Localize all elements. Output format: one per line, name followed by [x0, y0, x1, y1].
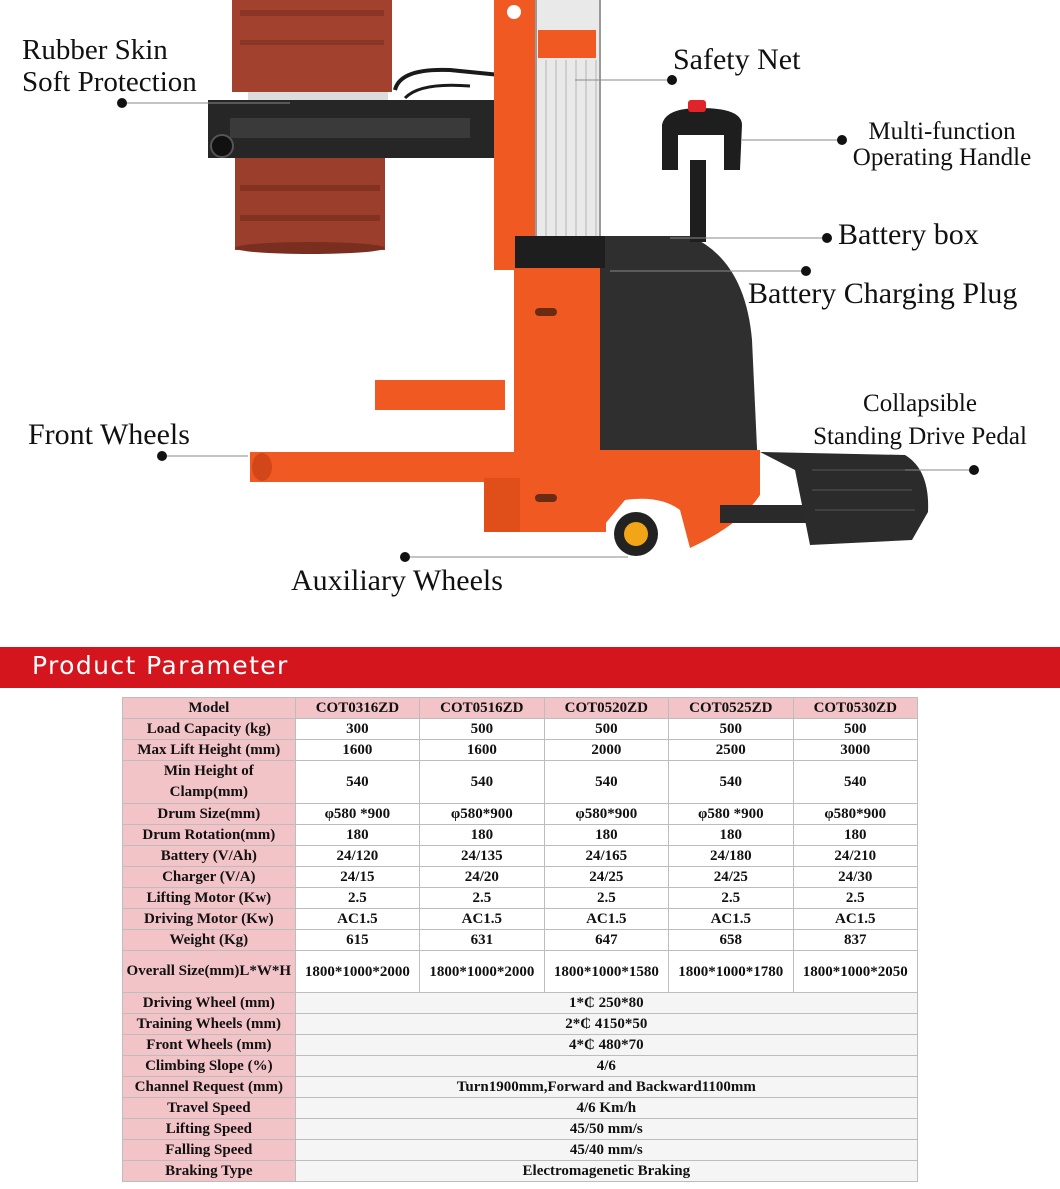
table-cell: Electromagenetic Braking	[295, 1161, 917, 1182]
table-row	[123, 1161, 918, 1182]
table-cell: φ580*900	[544, 804, 668, 825]
row-label: Overall Size(mm)L*W*H	[123, 951, 296, 993]
table-cell: 658	[669, 930, 793, 951]
table-cell: 24/30	[793, 867, 917, 888]
table-cell: AC1.5	[669, 909, 793, 930]
row-label: Charger (V/A)	[123, 867, 296, 888]
header-cell: COT0316ZD	[295, 698, 419, 719]
table-cell: AC1.5	[793, 909, 917, 930]
table-cell: 180	[793, 825, 917, 846]
row-label: Travel Speed	[123, 1098, 296, 1119]
table-cell: φ580 *900	[669, 804, 793, 825]
table-cell: 24/135	[420, 846, 544, 867]
table-cell: 24/180	[669, 846, 793, 867]
table-cell: AC1.5	[295, 909, 419, 930]
table-cell: 3000	[793, 740, 917, 761]
product-parameter-banner	[0, 647, 1060, 688]
table-cell: φ580*900	[793, 804, 917, 825]
table-cell: 2.5	[420, 888, 544, 909]
callout-safety-net: Safety Net	[673, 43, 801, 76]
table-cell: 24/120	[295, 846, 419, 867]
row-label: Falling Speed	[123, 1140, 296, 1161]
table-cell: 45/40 mm/s	[295, 1140, 917, 1161]
callout-operating-handle	[842, 119, 1042, 170]
table-row	[123, 951, 918, 993]
spec-table	[122, 697, 918, 1182]
table-cell: 540	[420, 761, 544, 804]
table-cell: 180	[295, 825, 419, 846]
table-row	[123, 1056, 918, 1077]
table-cell: φ580 *900	[295, 804, 419, 825]
row-label: Load Capacity (kg)	[123, 719, 296, 740]
header-cell: COT0516ZD	[420, 698, 544, 719]
callout-handle-line2: Operating Handle	[852, 143, 1032, 171]
table-cell: φ580*900	[420, 804, 544, 825]
table-row	[123, 825, 918, 846]
table-row	[123, 888, 918, 909]
table-cell: 647	[544, 930, 668, 951]
row-label: Min Height of Clamp(mm)	[123, 761, 296, 804]
table-cell: 2.5	[544, 888, 668, 909]
mast	[494, 0, 600, 270]
table-cell: 540	[669, 761, 793, 804]
table-row	[123, 846, 918, 867]
table-cell: 1600	[420, 740, 544, 761]
table-cell: 2000	[544, 740, 668, 761]
table-cell: 180	[420, 825, 544, 846]
callout-charging-plug: Battery Charging Plug	[748, 277, 1018, 310]
table-cell: AC1.5	[420, 909, 544, 930]
callout-auxiliary-wheels: Auxiliary Wheels	[291, 564, 503, 597]
table-cell: 180	[544, 825, 668, 846]
table-cell: 300	[295, 719, 419, 740]
row-label: Drum Size(mm)	[123, 804, 296, 825]
row-label: Weight (Kg)	[123, 930, 296, 951]
table-row	[123, 1035, 918, 1056]
table-cell: 500	[544, 719, 668, 740]
table-row	[123, 1098, 918, 1119]
table-cell: 2.5	[295, 888, 419, 909]
table-cell: 24/15	[295, 867, 419, 888]
row-label: Front Wheels (mm)	[123, 1035, 296, 1056]
table-cell: AC1.5	[544, 909, 668, 930]
table-row	[123, 1077, 918, 1098]
table-cell: 1*₵ 250*80	[295, 993, 917, 1014]
spec-table-wrap	[122, 697, 918, 1182]
table-cell: 4/6 Km/h	[295, 1098, 917, 1119]
table-row	[123, 1014, 918, 1035]
banner-title: Product Parameter	[32, 651, 289, 680]
callout-pedal-line1: Collapsible	[863, 390, 977, 417]
table-cell: 2*₵ 4150*50	[295, 1014, 917, 1035]
row-label: Max Lift Height (mm)	[123, 740, 296, 761]
table-cell: 1800*1000*2000	[420, 951, 544, 993]
row-label: Lifting Speed	[123, 1119, 296, 1140]
table-header-row	[123, 698, 918, 719]
table-cell: 615	[295, 930, 419, 951]
table-cell: 45/50 mm/s	[295, 1119, 917, 1140]
table-row	[123, 930, 918, 951]
table-row	[123, 1119, 918, 1140]
table-cell: 2.5	[793, 888, 917, 909]
table-cell: 24/25	[544, 867, 668, 888]
operating-handle	[662, 100, 742, 242]
table-cell: 24/165	[544, 846, 668, 867]
table-cell: 631	[420, 930, 544, 951]
table-cell: 4*₵ 480*70	[295, 1035, 917, 1056]
row-label: Channel Request (mm)	[123, 1077, 296, 1098]
table-cell: 180	[669, 825, 793, 846]
callout-front-wheels: Front Wheels	[28, 418, 190, 451]
table-cell: 1600	[295, 740, 419, 761]
callout-handle-line1: Multi-function	[868, 118, 1016, 145]
header-cell: COT0520ZD	[544, 698, 668, 719]
callout-pedal-line2: Standing Drive Pedal	[813, 422, 1027, 450]
table-cell: 837	[793, 930, 917, 951]
table-cell: 1800*1000*1580	[544, 951, 668, 993]
table-cell: 2.5	[669, 888, 793, 909]
row-label: Climbing Slope (%)	[123, 1056, 296, 1077]
row-label: Driving Wheel (mm)	[123, 993, 296, 1014]
table-cell: 500	[793, 719, 917, 740]
table-row	[123, 804, 918, 825]
table-row	[123, 1140, 918, 1161]
callout-rubber-skin-line1: Rubber Skin	[22, 34, 168, 66]
row-label: Driving Motor (Kw)	[123, 909, 296, 930]
header-cell: Model	[123, 698, 296, 719]
header-cell: COT0530ZD	[793, 698, 917, 719]
table-cell: 540	[544, 761, 668, 804]
table-cell: 500	[669, 719, 793, 740]
row-label: Training Wheels (mm)	[123, 1014, 296, 1035]
table-row	[123, 909, 918, 930]
table-row	[123, 761, 918, 804]
table-cell: 4/6	[295, 1056, 917, 1077]
table-cell: 1800*1000*2050	[793, 951, 917, 993]
row-label: Battery (V/Ah)	[123, 846, 296, 867]
table-cell: Turn1900mm,Forward and Backward1100mm	[295, 1077, 917, 1098]
table-cell: 24/25	[669, 867, 793, 888]
table-cell: 1800*1000*2000	[295, 951, 419, 993]
table-cell: 24/20	[420, 867, 544, 888]
table-cell: 540	[295, 761, 419, 804]
table-cell: 24/210	[793, 846, 917, 867]
callout-battery-box: Battery box	[838, 218, 979, 251]
table-row	[123, 719, 918, 740]
table-row	[123, 993, 918, 1014]
table-row	[123, 740, 918, 761]
callout-rubber-skin-line2: Soft Protection	[22, 66, 197, 99]
row-label: Braking Type	[123, 1161, 296, 1182]
row-label: Lifting Motor (Kw)	[123, 888, 296, 909]
table-cell: 500	[420, 719, 544, 740]
callout-drive-pedal	[800, 388, 1040, 453]
table-cell: 540	[793, 761, 917, 804]
table-row	[123, 867, 918, 888]
forks	[250, 380, 520, 532]
table-cell: 1800*1000*1780	[669, 951, 793, 993]
table-cell: 2500	[669, 740, 793, 761]
callout-rubber-skin	[22, 34, 197, 99]
header-cell: COT0525ZD	[669, 698, 793, 719]
row-label: Drum Rotation(mm)	[123, 825, 296, 846]
